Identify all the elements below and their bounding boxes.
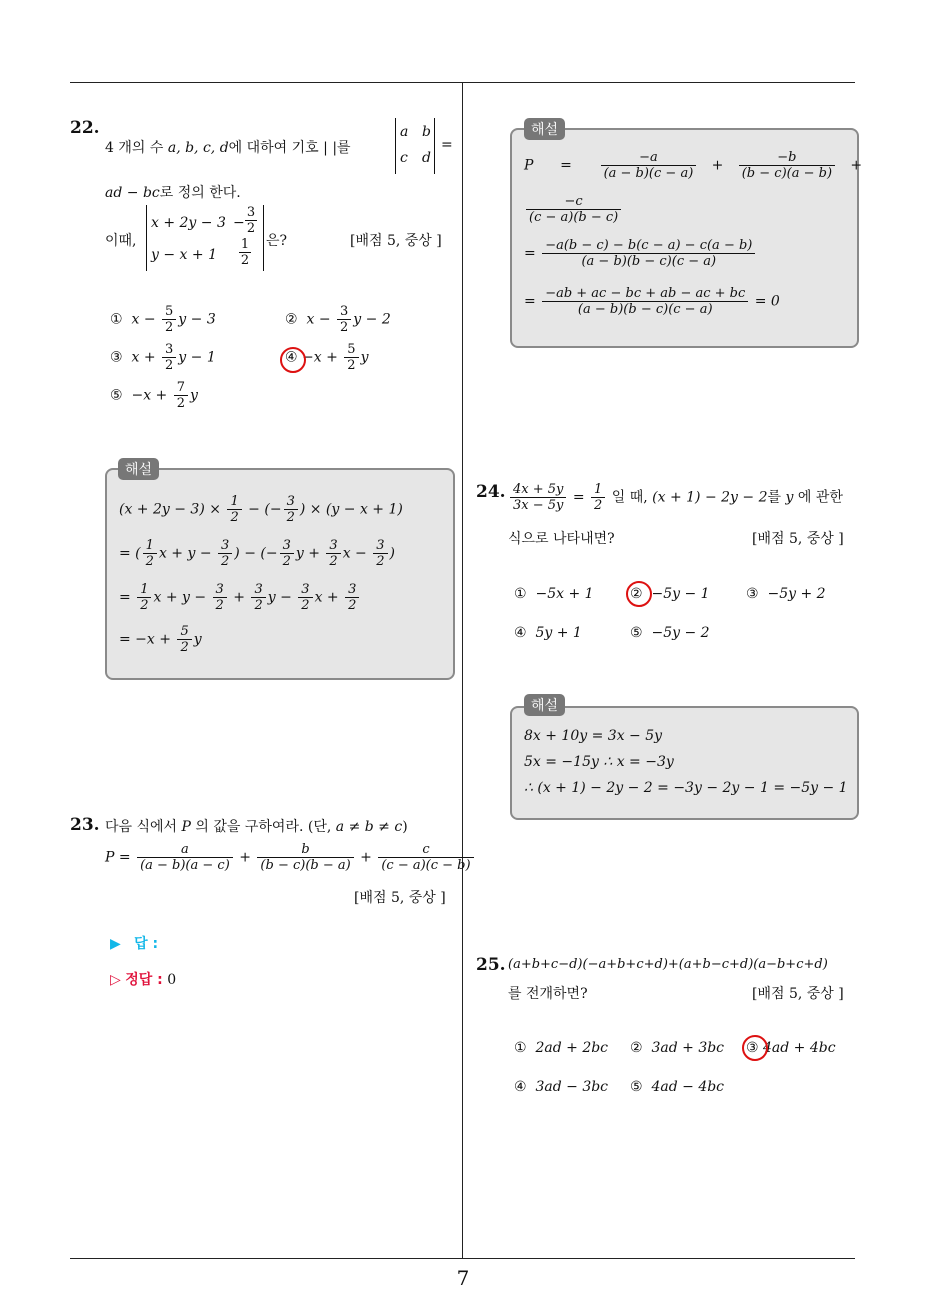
det-c: c: [400, 150, 408, 166]
question-number-24: 24.: [476, 482, 506, 502]
q22-sol-line4: = −x + $\frac{5}{2}$ y: [119, 624, 202, 655]
q23-expression: P = $\frac{a}{(a - b)(a - c)}$ + $\frac{b}{(b - c)(b - a)}$ + $\frac{c}{(c - a)(c - b)}$: [105, 842, 476, 873]
q25-question-text: 를 전개하면?: [508, 986, 588, 1002]
q22-answer-circle-icon: [280, 347, 306, 373]
m12-sign: −: [233, 215, 245, 231]
q24-solution-tag: 해설: [524, 694, 565, 716]
m11: x + 2y − 3: [151, 215, 226, 231]
q24-choice-2[interactable]: ② −5y − 1: [630, 586, 710, 602]
correct-arrow-icon: ▷: [110, 972, 121, 988]
q24-question-line1: $\frac{4x + 5y}{3x - 5y}$ = $\frac{1}{2}$ 일 때, (x + 1) − 2y − 2를 y 에 관한: [508, 482, 843, 513]
footer-rule: [70, 1258, 855, 1259]
q25-expression: (a+b+c−d)(−a+b+c+d)+(a+b−c+d)(a−b+c+d): [508, 957, 828, 972]
q22-determinant-symbol: [395, 118, 435, 174]
q24-answer-circle-icon: [626, 581, 652, 607]
q22-score: [배점 5, 중상 ]: [350, 233, 442, 249]
q23-answer-row[interactable]: ▶ 답 :: [110, 936, 159, 952]
q22-choice-2[interactable]: ② x − $\frac{3}{2}$ y − 2: [285, 304, 391, 335]
m21: y − x + 1: [151, 247, 217, 263]
q24-choice-5[interactable]: ⑤ −5y − 2: [630, 625, 710, 641]
q25-choice-5[interactable]: ⑤ 4ad − 4bc: [630, 1079, 725, 1095]
q24-choice-3[interactable]: ③ −5y + 2: [746, 586, 826, 602]
m12: 3 2: [246, 205, 256, 236]
det-a: a: [400, 124, 409, 140]
q22-text-suffix: 에 대하여 기호 | |를: [228, 140, 351, 156]
q24-choice-4[interactable]: ④ 5y + 1: [514, 625, 582, 641]
q22-solution-box: [105, 468, 455, 680]
q22-text-line2: [105, 182, 241, 202]
q22-sol-line3: = $\frac{1}{2}$ x + y − $\frac{3}{2}$ + $\frac{3}{2}$ y − $\frac{3}{2}$ x + $\frac{3}{2}$: [119, 582, 361, 613]
q22-text-line3: 이때,: [105, 233, 137, 249]
q24-choice-1[interactable]: ① −5x + 1: [514, 586, 594, 602]
q22-matrix: [146, 205, 264, 271]
q22-vars: a, b, c, d: [167, 140, 229, 156]
q22-def-expr: ad − bc: [105, 185, 160, 201]
column-divider: [462, 83, 463, 1259]
det-d: d: [422, 150, 431, 166]
q23-sol-line2: = $\frac{-a(b - c) - b(c - a) - c(a - b)}{(a - b)(b - c)(c - a)}$: [524, 238, 757, 269]
q24-score: [배점 5, 중상 ]: [752, 531, 844, 547]
q24-solution-box: [510, 706, 859, 820]
question-number-22: 22.: [70, 118, 100, 138]
q25-choice-3[interactable]: ③ 4ad + 4bc: [746, 1040, 836, 1056]
q22-choice-3[interactable]: ③ x + $\frac{3}{2}$ y − 1: [110, 342, 216, 373]
q23-solution-box: [510, 128, 863, 348]
q22-text-prefix: 4 개의 수: [105, 140, 168, 156]
q23-solution-tag: 해설: [524, 118, 565, 140]
q23-sol-line1: P = $\frac{-a}{(a - b)(c - a)}$ + $\frac{-b}{(b - c)(a - b)}$ +: [524, 150, 863, 181]
q25-answer-circle-icon: [742, 1035, 768, 1061]
q22-text-line1: [105, 137, 351, 157]
q25-score: [배점 5, 중상 ]: [752, 986, 844, 1002]
q24-sol-line3: ∴ (x + 1) − 2y − 2 = −3y − 2y − 1 = −5y − 1: [524, 780, 848, 796]
answer-arrow-icon: ▶: [110, 936, 121, 952]
q22-question-end: 은?: [266, 233, 288, 249]
q25-choice-4[interactable]: ④ 3ad − 3bc: [514, 1079, 609, 1095]
m22: 1 2: [240, 237, 250, 268]
q22-sol-line1: (x + 2y − 3) × $\frac{1}{2}$ − (− $\frac{3}{2}$ ) × (y − x + 1): [119, 494, 403, 525]
q22-choice-5[interactable]: ⑤ −x + $\frac{7}{2}$ y: [110, 380, 198, 411]
q24-question-line2: 식으로 나타내면?: [508, 531, 615, 547]
det-b: b: [422, 124, 431, 140]
q22-choice-4[interactable]: ④ −x + $\frac{5}{2}$ y: [285, 342, 369, 373]
q25-choice-1[interactable]: ① 2ad + 2bc: [514, 1040, 609, 1056]
q25-choice-2[interactable]: ② 3ad + 3bc: [630, 1040, 725, 1056]
question-number-23: 23.: [70, 815, 100, 835]
q24-sol-line2: 5x = −15y ∴ x = −3y: [524, 754, 674, 770]
q23-sol-frac3: $\frac{-c}{(c - a)(b - c)}$: [524, 194, 623, 225]
q22-sol-line2: = ( $\frac{1}{2}$ x + y − $\frac{3}{2}$ ) − (− $\frac{3}{2}$ y + $\frac{3}{2}$ x − $\frac{3}{2}$ ): [119, 538, 395, 569]
q23-score: [배점 5, 중상 ]: [354, 890, 446, 906]
q22-equals: =: [441, 137, 453, 153]
q24-sol-line1: 8x + 10y = 3x − 5y: [524, 728, 663, 744]
q22-choice-1[interactable]: ① x − $\frac{5}{2}$ y − 3: [110, 304, 216, 335]
q23-question-text: 다음 식에서 P 의 값을 구하여라. (단, a ≠ b ≠ c): [105, 819, 408, 835]
question-number-25: 25.: [476, 955, 506, 975]
q22-solution-tag: 해설: [118, 458, 159, 480]
page-number: 7: [456, 1266, 470, 1290]
q22-def-text: 로 정의 한다.: [159, 185, 241, 201]
q23-sol-line3: = $\frac{-ab + ac - bc + ab - ac + bc}{(a - b)(b - c)(c - a)}$ = 0: [524, 286, 780, 317]
q23-correct-answer: ▷ 정답 : 0: [110, 972, 177, 988]
